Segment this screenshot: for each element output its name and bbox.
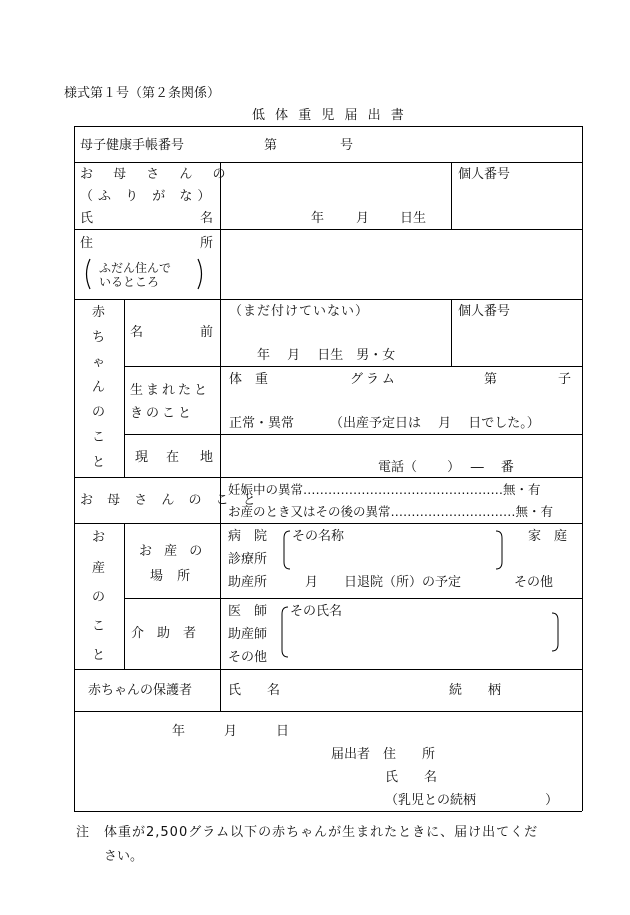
address-paren-line2: いるところ [99,275,160,289]
note-mark: 注 [76,825,90,840]
birth-taiin: 月 日退院（所）の予定 [305,575,462,590]
techo-number-field[interactable] [222,129,580,159]
baby-birth-line: 年 月 日生 男・女 [257,348,396,363]
mother-label-line2: （ふ り が な） [80,189,216,204]
birth-sono-meisho: その名称 [292,529,345,544]
mother-cond-line2: お産のとき又はその後の異常…………………………無・有 [228,504,554,519]
baby-normal: 正常・異常 [229,416,295,431]
techo-go: 号 [340,138,354,153]
birth-facility-name-field[interactable] [352,540,490,568]
baby-current-address-field[interactable] [222,437,580,457]
mother-name-field[interactable] [222,165,448,207]
mother-label-line1: お 母 さ ん の [80,167,234,182]
mother-birth-year: 年 [311,211,325,226]
baby-current-label-3: 地 [200,450,214,465]
baby-due: （出産予定日は 月 日でした。） [330,416,540,431]
guardian-shimei: 氏 名 [228,683,281,698]
note-line2: さい。 [104,849,144,864]
guardian-zokugara: 続 柄 [449,683,502,698]
assistant-josanshi: 助産師 [228,627,268,642]
baby-vertical-5: の [92,405,106,420]
mother-cond-line1: 妊娠中の異常…………………………………………無・有 [228,482,541,497]
assistant-bracket-left [280,606,290,658]
baby-name-label-b: 前 [200,325,214,340]
submitter-address-field[interactable] [445,744,575,764]
mother-label-shi: 氏 [80,211,94,226]
baby-weight-field[interactable] [270,370,348,390]
baby-vertical-6: こ [92,430,106,445]
assistant-name-field[interactable] [300,624,548,654]
baby-born-label-2: きのこと [130,406,195,421]
mother-cond-label: お 母 さ ん の こ と [80,493,261,508]
address-paren-line1: ふだん住んで [99,261,172,275]
birth-vertical-1: お [92,530,106,545]
baby-taiju: 体 重 [229,372,269,387]
birth-vertical-3: の [92,590,106,605]
baby-vertical-2: ち [92,330,106,345]
address-field[interactable] [222,232,580,296]
note-line1: 体重が2,500グラム以下の赤ちゃんが生まれたときに、届け出てくだ [104,825,539,840]
guardian-label: 赤ちゃんの保護者 [88,683,193,698]
form-title: 低 体 重 児 届 出 書 [252,108,407,123]
birth-bracket-left [282,530,292,570]
submit-date: 年 月 日 [172,724,290,739]
birth-byoin: 病 院 [228,529,268,544]
assistant-sono-shimei: その氏名 [290,604,343,619]
techo-dai: 第 [264,138,278,153]
baby-denwa: 電話（ ） ― 番 [378,460,514,475]
submit-todokede: 届出者 住 所 [331,747,436,762]
techo-label: 母子健康手帳番号 [80,138,185,153]
address-label-ju: 住 [80,236,94,251]
address-paren-left [82,258,92,290]
submit-kankei: （乳児との続柄 ） [385,793,559,808]
birth-katei: 家 庭 [528,529,568,544]
assistant-label: 介 助 者 [131,626,197,641]
address-paren-right [196,258,206,290]
mother-birth-month: 月 [356,211,370,226]
assistant-sonota: その他 [228,650,268,665]
baby-kojin-label: 個人番号 [458,304,511,319]
birth-vertical-4: こ [92,619,106,634]
mother-birth-day: 日生 [400,211,427,226]
birth-bracket-right [494,530,504,570]
baby-kojin-field[interactable] [453,324,579,362]
guardian-name-field[interactable] [290,676,440,704]
birth-vertical-5: と [92,648,106,663]
mother-label-mei: 名 [200,211,214,226]
guardian-relation-field[interactable] [500,676,578,704]
birth-shinryo: 診療所 [228,552,268,567]
submit-shimei: 氏 名 [385,770,438,785]
form-number: 様式第１号（第２条関係） [64,86,221,101]
birth-sonota: その他 [514,575,554,590]
assistant-bracket-right [550,612,560,652]
baby-vertical-7: と [92,455,106,470]
baby-vertical-1: 赤 [92,305,106,320]
baby-current-label-1: 現 [135,450,149,465]
baby-gram: グラム [350,372,398,387]
baby-vertical-3: ゃ [92,355,106,370]
address-label-sho: 所 [200,236,214,251]
birth-place-label-2: 場 所 [150,569,196,584]
birth-vertical-2: 産 [92,561,106,576]
baby-dai: 第 [484,372,498,387]
baby-ko: 子 [558,372,572,387]
mother-kojin-field[interactable] [453,188,579,226]
submitter-name-field[interactable] [445,767,575,787]
baby-name-label-a: 名 [130,325,144,340]
baby-name-field[interactable] [222,322,448,344]
baby-vertical-4: ん [92,380,106,395]
mother-kojin-label: 個人番号 [458,167,511,182]
assistant-ishi: 医 師 [228,604,268,619]
birth-josan: 助産所 [228,575,268,590]
baby-current-label-2: 在 [166,450,180,465]
birth-place-label-1: お 産 の [139,544,207,559]
baby-born-label-1: 生まれたと [130,383,211,398]
baby-mada: （まだ付けていない） [229,304,370,319]
